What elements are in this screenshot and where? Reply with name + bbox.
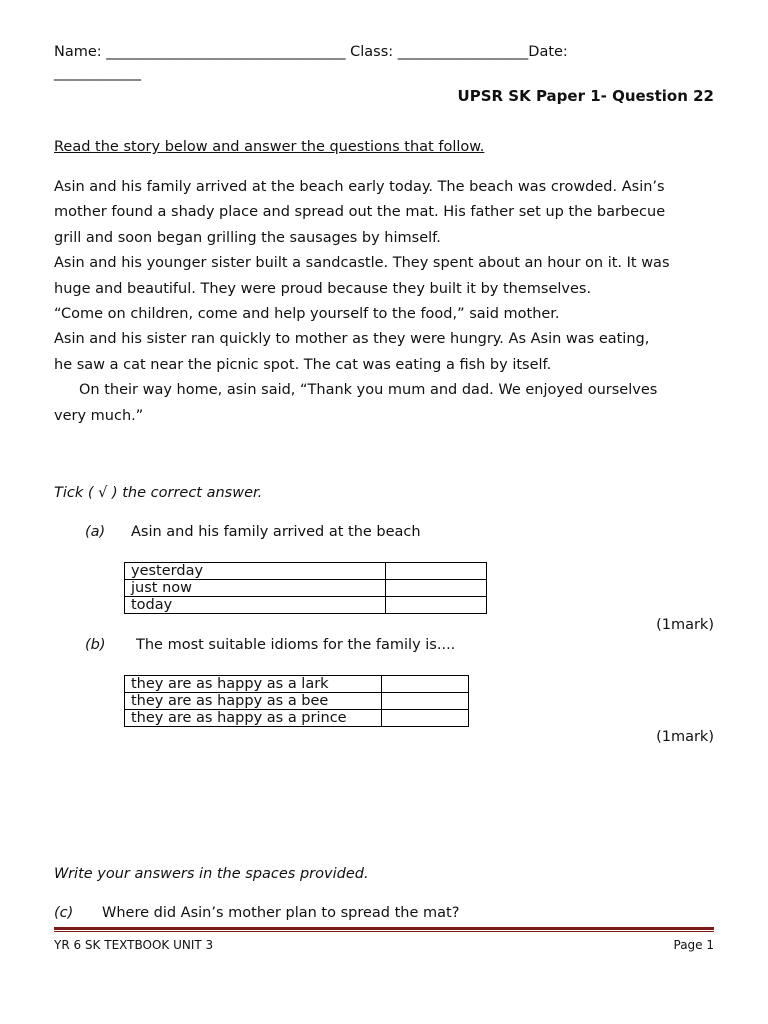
read-instruction: Read the story below and answer the questions that follow. [54, 139, 485, 155]
question-b-marks: (1mark) [656, 729, 714, 745]
question-b-text: The most suitable idioms for the family is.... [136, 637, 456, 653]
option-label: they are as happy as a bee [125, 693, 382, 710]
story-line: grill and soon began grilling the sausages by himself. [54, 229, 441, 246]
footer-left: YR 6 SK TEXTBOOK UNIT 3 [54, 938, 214, 952]
option-label: today [125, 597, 386, 614]
tick-box[interactable] [386, 563, 487, 580]
question-a-options-table [124, 562, 487, 614]
tick-instruction: Tick ( √ ) the correct answer. [54, 485, 263, 501]
question-b-label: (b) [85, 637, 106, 653]
tick-box[interactable] [382, 676, 469, 693]
story-line: he saw a cat near the picnic spot. The cat was eating a fish by itself. [54, 356, 552, 373]
tick-box[interactable] [386, 580, 487, 597]
table-row [125, 693, 469, 710]
table-row [125, 580, 487, 597]
story-line: Asin and his younger sister built a sandcastle. They spent about an hour on it. It was [54, 255, 670, 272]
write-instruction: Write your answers in the spaces provided. [54, 866, 369, 882]
footer-rule [54, 927, 714, 930]
name-class-date-line: Name: _________________________________ Class: __________________Date: [54, 44, 568, 60]
option-label: yesterday [125, 563, 386, 580]
story-line: Asin and his family arrived at the beach early today. The beach was crowded. Asin’s [54, 179, 665, 195]
question-b-options-table [124, 675, 469, 727]
table-row [125, 597, 487, 614]
tick-box[interactable] [386, 597, 487, 614]
story-passage [54, 175, 724, 429]
table-row [125, 563, 487, 580]
story-line: huge and beautiful. They were proud because they built it by themselves. [54, 280, 592, 297]
footer-rule-thin [54, 931, 714, 932]
option-label: they are as happy as a lark [125, 676, 382, 693]
tick-box[interactable] [382, 710, 469, 727]
question-c-text: Where did Asin’s mother plan to spread the mat? [102, 905, 460, 921]
question-c-label: (c) [54, 905, 74, 921]
story-line: On their way home, asin said, “Thank you mum and dad. We enjoyed ourselves [79, 382, 658, 399]
question-a-text: Asin and his family arrived at the beach [131, 524, 421, 540]
tick-box[interactable] [382, 693, 469, 710]
page-number: Page 1 [673, 938, 714, 952]
question-a-marks: (1mark) [656, 617, 714, 633]
story-line: Asin and his sister ran quickly to mother as they were hungry. As Asin was eating, [54, 331, 650, 348]
question-a-label: (a) [85, 524, 106, 540]
option-label: just now [125, 580, 386, 597]
date-blank: ____________ [54, 65, 141, 81]
story-line: mother found a shady place and spread out the mat. His father set up the barbecue [54, 204, 666, 221]
story-line: very much.” [54, 407, 144, 424]
table-row [125, 676, 469, 693]
table-row [125, 710, 469, 727]
option-label: they are as happy as a prince [125, 710, 382, 727]
page-title: UPSR SK Paper 1- Question 22 [457, 87, 714, 105]
story-line: “Come on children, come and help yourself to the food,” said mother. [54, 306, 560, 323]
